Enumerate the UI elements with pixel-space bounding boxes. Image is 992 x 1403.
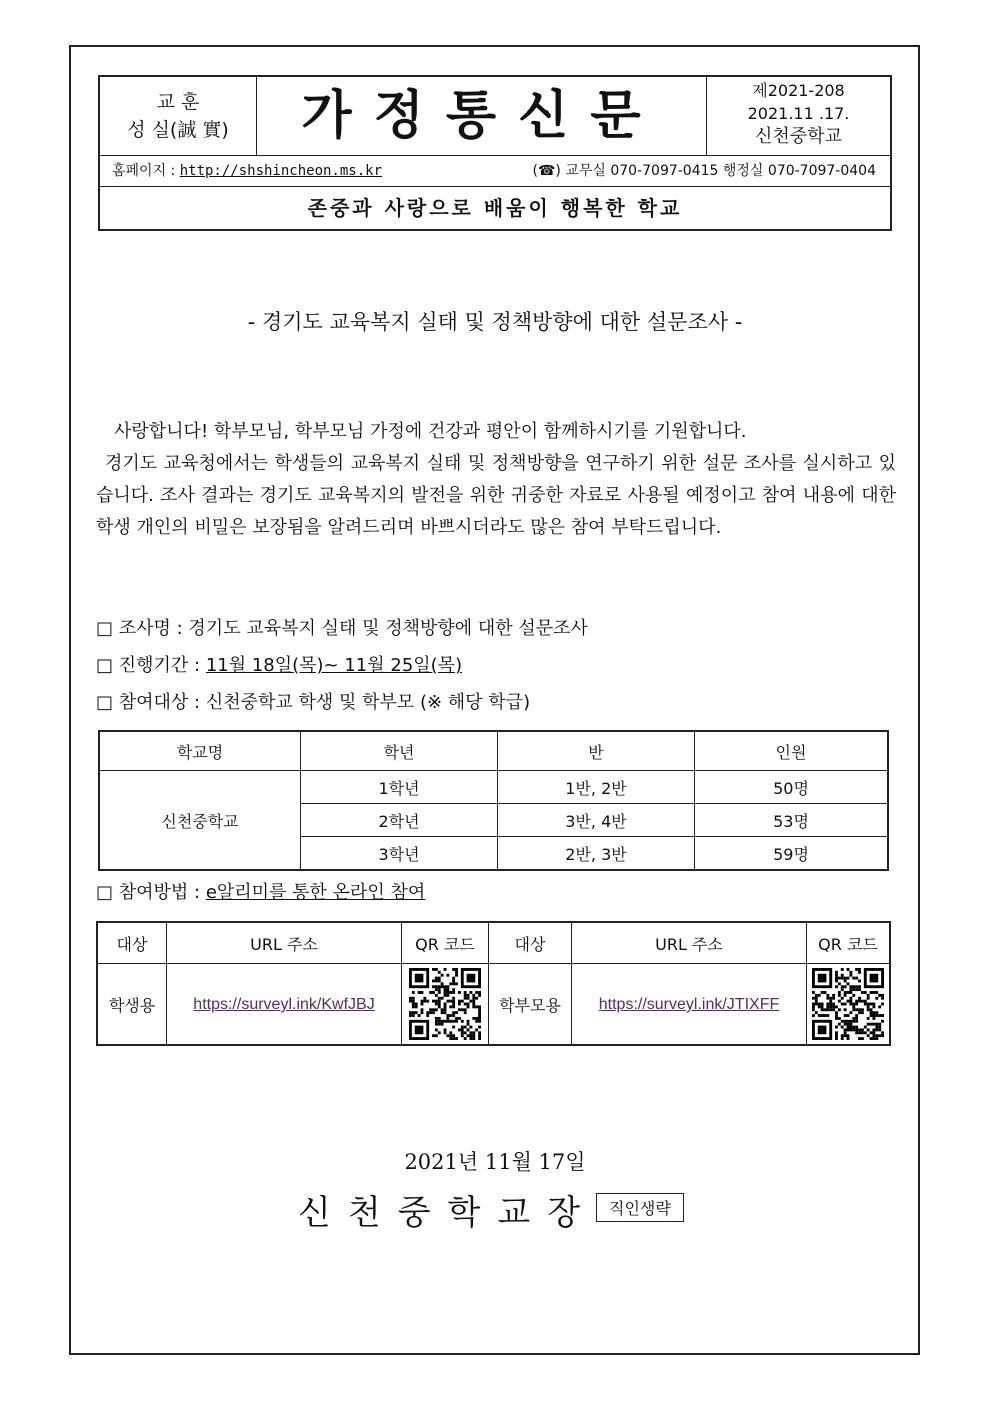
issue-date-footer: 2021년 11월 17일 bbox=[404, 1150, 586, 1174]
col-qr: QR 코드 bbox=[807, 922, 891, 964]
issue-number: 제2021-208 bbox=[752, 81, 845, 100]
issue-school: 신천중학교 bbox=[755, 126, 842, 147]
phone-line: (☎) 교무실 070-7097-0415 행정실 070-7097-0404 bbox=[532, 163, 876, 179]
greeting-text bbox=[96, 416, 896, 544]
method-label: □ 참여방법 : bbox=[96, 882, 201, 903]
homepage-label: 홈페이지 : bbox=[112, 163, 176, 179]
class-cell: 2반, 3반 bbox=[498, 837, 695, 871]
col-qr: QR 코드 bbox=[402, 922, 489, 964]
count-cell: 59명 bbox=[695, 837, 889, 871]
student-survey-link[interactable]: https://surveyl.ink/KwfJBJ bbox=[193, 996, 375, 1013]
contact-row bbox=[100, 156, 890, 187]
issue-date: 2021.11 .17. bbox=[747, 104, 850, 123]
col-url: URL 주소 bbox=[167, 922, 402, 964]
method-value: e알리미를 통한 온라인 참여 bbox=[205, 882, 426, 903]
issue-info bbox=[706, 77, 890, 155]
table-row bbox=[99, 771, 888, 804]
homepage bbox=[112, 156, 382, 186]
survey-label: □ 조사명 : bbox=[96, 618, 183, 639]
greeting-line: 사랑합니다! 학부모님, 학부모님 가정에 건강과 평안이 함께하시기를 기원합니다. bbox=[114, 421, 747, 442]
parent-survey-link[interactable]: https://surveyl.ink/JTIXFF bbox=[598, 996, 780, 1013]
col-target: 대상 bbox=[97, 922, 167, 964]
parent-qr-cell bbox=[807, 964, 891, 1046]
qr-code-icon[interactable] bbox=[812, 968, 884, 1040]
homepage-link[interactable]: http://shshincheon.ms.kr bbox=[179, 163, 383, 179]
item-survey-name bbox=[96, 610, 588, 647]
principal-signature: 신천중학교장 bbox=[298, 1193, 598, 1233]
motto-label: 교 훈 bbox=[156, 91, 200, 113]
col-school: 학교명 bbox=[99, 731, 301, 771]
class-cell: 1반, 2반 bbox=[498, 771, 695, 804]
grade-cell: 1학년 bbox=[301, 771, 498, 804]
item-period bbox=[96, 647, 588, 684]
newsletter-header bbox=[98, 75, 892, 231]
target-table-header bbox=[99, 731, 888, 771]
period-value: 11월 18일(목)~ 11월 25일(목) bbox=[205, 655, 463, 676]
greeting-body: 경기도 교육청에서는 학생들의 교육복지 실태 및 정책방향을 연구하기 위한 설문 조사를 실시하고 있습니다. 조사 결과는 경기도 교육복지의 발전을 위한 귀중한 자료로 사용될 예정이고 참여 내용에 대한 학생 개인의 비밀은 보장됨을 알려드리며 바쁘시더라도 많은 참여 부탁드립니다. bbox=[96, 453, 896, 538]
motto-value: 성 실(誠 實) bbox=[127, 119, 229, 141]
qr-code-icon[interactable] bbox=[409, 968, 481, 1040]
notice-items bbox=[96, 610, 588, 721]
student-label: 학생용 bbox=[97, 964, 167, 1046]
student-url-cell bbox=[167, 964, 402, 1046]
header-top-row bbox=[100, 77, 890, 156]
col-count: 인원 bbox=[695, 731, 889, 771]
target-table bbox=[98, 730, 889, 871]
col-grade: 학년 bbox=[301, 731, 498, 771]
count-cell: 53명 bbox=[695, 804, 889, 837]
page-title: 가정통신문 bbox=[301, 86, 663, 146]
survey-value: 경기도 교육복지 실태 및 정책방향에 대한 설문조사 bbox=[188, 618, 588, 639]
url-table-header bbox=[97, 922, 890, 964]
col-url: URL 주소 bbox=[572, 922, 807, 964]
col-target: 대상 bbox=[489, 922, 572, 964]
grade-cell: 2학년 bbox=[301, 804, 498, 837]
count-cell: 50명 bbox=[695, 771, 889, 804]
col-class: 반 bbox=[498, 731, 695, 771]
parent-label: 학부모용 bbox=[489, 964, 572, 1046]
seal-omitted-stamp: 직인생략 bbox=[596, 1193, 684, 1222]
school-motto bbox=[100, 77, 257, 155]
target-value: 신천중학교 학생 및 학부모 (※ 해당 학급) bbox=[205, 692, 531, 713]
student-qr-cell bbox=[402, 964, 489, 1046]
grade-cell: 3학년 bbox=[301, 837, 498, 871]
parent-url-cell bbox=[572, 964, 807, 1046]
class-cell: 3반, 4반 bbox=[498, 804, 695, 837]
target-label: □ 참여대상 : bbox=[96, 692, 201, 713]
notice-subject: - 경기도 교육복지 실태 및 정책방향에 대한 설문조사 - bbox=[247, 310, 743, 334]
item-method bbox=[96, 877, 425, 909]
url-table bbox=[96, 921, 891, 1046]
table-row bbox=[97, 964, 890, 1046]
period-label: □ 진행기간 : bbox=[96, 655, 201, 676]
school-cell: 신천중학교 bbox=[99, 771, 301, 871]
school-slogan: 존중과 사랑으로 배움이 행복한 학교 bbox=[307, 196, 683, 220]
item-target bbox=[96, 684, 588, 721]
